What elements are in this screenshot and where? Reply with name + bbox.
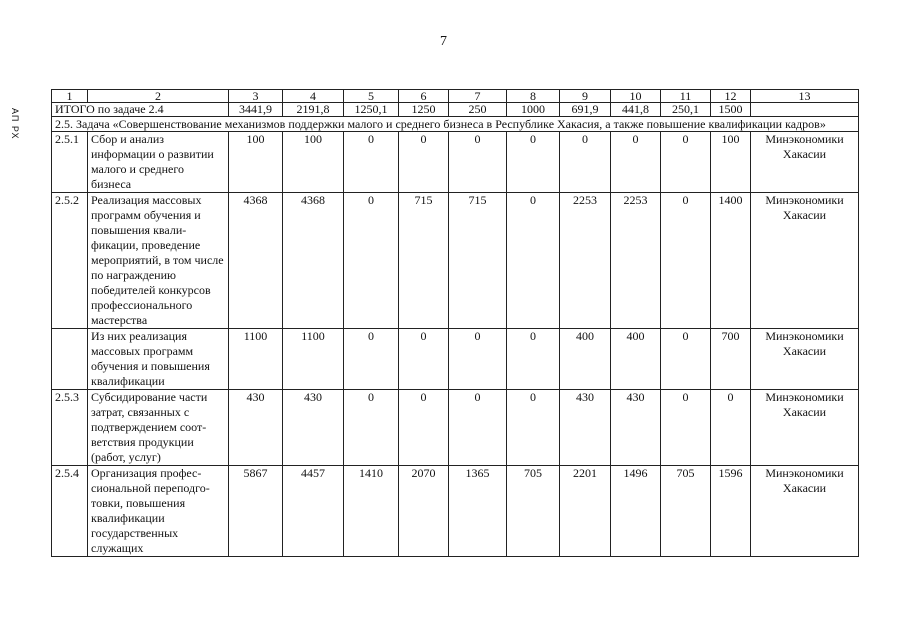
row-value: 100 <box>711 132 751 193</box>
row-value: 0 <box>449 132 507 193</box>
row-value: 4368 <box>283 193 344 329</box>
row-id: 2.5.1 <box>52 132 88 193</box>
total-value: 1250,1 <box>344 103 399 117</box>
total-responsible <box>751 103 859 117</box>
total-label: ИТОГО по задаче 2.4 <box>52 103 229 117</box>
row-value: 705 <box>661 466 711 557</box>
row-description: Организация профессиональной переподготовки, повышения квалификации государственных служащих <box>88 466 229 557</box>
row-value: 1100 <box>229 329 283 390</box>
row-value: 0 <box>344 390 399 466</box>
row-value: 0 <box>344 193 399 329</box>
row-value: 700 <box>711 329 751 390</box>
total-value: 1250 <box>399 103 449 117</box>
row-responsible: Минэкономики Хакасии <box>751 390 859 466</box>
total-value: 441,8 <box>611 103 661 117</box>
row-value: 430 <box>611 390 661 466</box>
row-id: 2.5.3 <box>52 390 88 466</box>
row-value: 0 <box>661 132 711 193</box>
row-value: 2201 <box>560 466 611 557</box>
row-value: 0 <box>507 329 560 390</box>
row-responsible: Минэкономики Хакасии <box>751 132 859 193</box>
row-value: 0 <box>507 193 560 329</box>
page-number: 7 <box>440 34 447 49</box>
row-value: 0 <box>560 132 611 193</box>
col-num-2: 2 <box>88 90 229 103</box>
total-value: 2191,8 <box>283 103 344 117</box>
row-value: 0 <box>399 132 449 193</box>
table-row <box>52 390 859 466</box>
row-value: 715 <box>449 193 507 329</box>
total-value: 250 <box>449 103 507 117</box>
row-value: 705 <box>507 466 560 557</box>
budget-table <box>51 89 859 557</box>
table-row <box>52 329 859 390</box>
col-num-8: 8 <box>507 90 560 103</box>
row-value: 0 <box>449 329 507 390</box>
row-value: 0 <box>661 329 711 390</box>
total-value: 3441,9 <box>229 103 283 117</box>
row-value: 5867 <box>229 466 283 557</box>
row-value: 1496 <box>611 466 661 557</box>
row-id: 2.5.2 <box>52 193 88 329</box>
table-row <box>52 132 859 193</box>
row-value: 1400 <box>711 193 751 329</box>
row-value: 1596 <box>711 466 751 557</box>
row-value: 0 <box>449 390 507 466</box>
row-responsible: Минэкономики Хакасии <box>751 193 859 329</box>
row-value: 0 <box>711 390 751 466</box>
total-value: 250,1 <box>661 103 711 117</box>
row-value: 2253 <box>560 193 611 329</box>
table-row <box>52 193 859 329</box>
row-value: 1100 <box>283 329 344 390</box>
col-num-5: 5 <box>344 90 399 103</box>
total-value: 691,9 <box>560 103 611 117</box>
task-title-row <box>52 117 859 132</box>
row-value: 2070 <box>399 466 449 557</box>
row-responsible: Минэкономики Хакасии <box>751 466 859 557</box>
row-value: 430 <box>229 390 283 466</box>
total-value: 1000 <box>507 103 560 117</box>
row-value: 1410 <box>344 466 399 557</box>
total-row <box>52 103 859 117</box>
row-value: 0 <box>399 390 449 466</box>
row-value: 400 <box>611 329 661 390</box>
row-value: 0 <box>399 329 449 390</box>
col-num-9: 9 <box>560 90 611 103</box>
row-value: 0 <box>661 390 711 466</box>
task-title: 2.5. Задача «Совершенствование механизмов поддержки малого и среднего бизнеса в Республике Хакасия, а также повышение квалификации кадров» <box>52 117 859 132</box>
row-value: 400 <box>560 329 611 390</box>
col-num-6: 6 <box>399 90 449 103</box>
row-responsible: Минэкономики Хакасии <box>751 329 859 390</box>
col-num-12: 12 <box>711 90 751 103</box>
row-value: 100 <box>229 132 283 193</box>
row-value: 430 <box>560 390 611 466</box>
row-value: 2253 <box>611 193 661 329</box>
row-value: 715 <box>399 193 449 329</box>
col-num-4: 4 <box>283 90 344 103</box>
row-value: 4457 <box>283 466 344 557</box>
col-num-3: 3 <box>229 90 283 103</box>
row-value: 430 <box>283 390 344 466</box>
column-number-row <box>52 90 859 103</box>
row-value: 0 <box>507 390 560 466</box>
col-num-7: 7 <box>449 90 507 103</box>
row-value: 4368 <box>229 193 283 329</box>
row-value: 0 <box>344 329 399 390</box>
col-num-13: 13 <box>751 90 859 103</box>
col-num-11: 11 <box>661 90 711 103</box>
row-id <box>52 329 88 390</box>
row-description: Из них реализация массовых программ обучения и повышения квалификации <box>88 329 229 390</box>
row-description: Субсидирование части затрат, связанных с подтверждением соответствия продукции (работ, услуг) <box>88 390 229 466</box>
row-value: 0 <box>507 132 560 193</box>
total-value: 1500 <box>711 103 751 117</box>
col-num-10: 10 <box>611 90 661 103</box>
col-num-1: 1 <box>52 90 88 103</box>
row-value: 0 <box>611 132 661 193</box>
row-value: 1365 <box>449 466 507 557</box>
row-value: 0 <box>344 132 399 193</box>
row-id: 2.5.4 <box>52 466 88 557</box>
row-value: 100 <box>283 132 344 193</box>
row-value: 0 <box>661 193 711 329</box>
row-description: Сбор и анализ информации о развитии малого и среднего бизнеса <box>88 132 229 193</box>
table-row <box>52 466 859 557</box>
row-description: Реализация массовых программ обучения и повышения квалификации, проведение мероприятий, в том числе по награждению победителей конкурсов профессионального мастерства <box>88 193 229 329</box>
side-mark: АП РХ <box>10 108 20 140</box>
